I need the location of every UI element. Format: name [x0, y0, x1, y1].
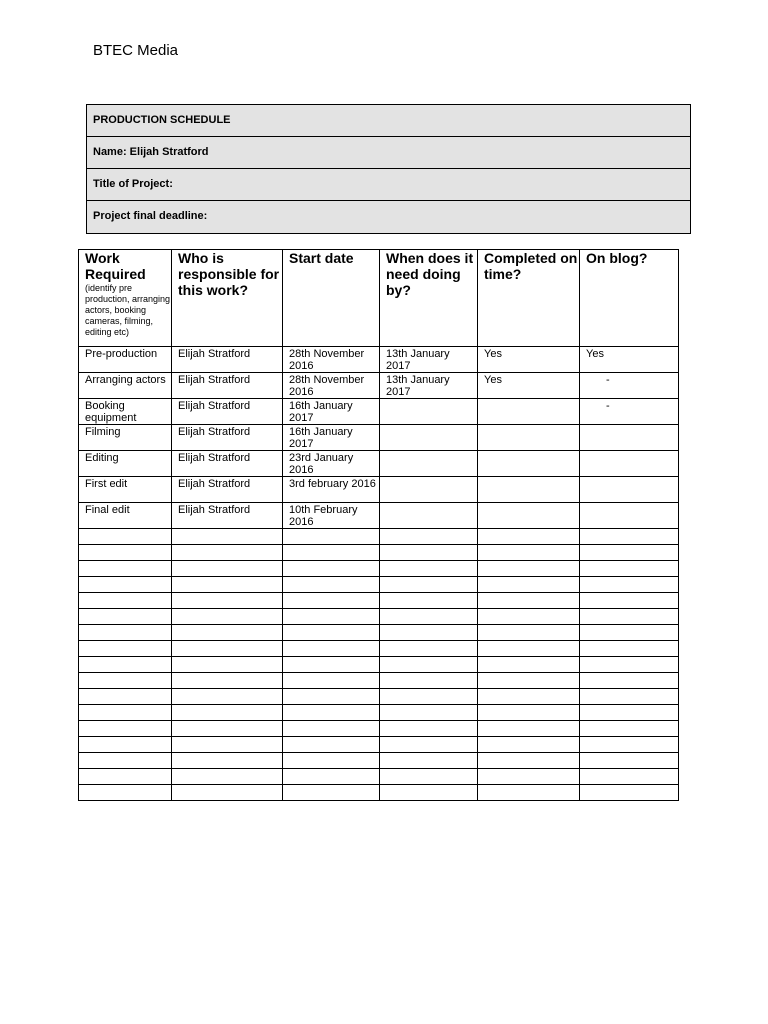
empty-cell — [79, 577, 172, 593]
cell-on-blog: Yes — [580, 347, 679, 373]
empty-cell — [79, 721, 172, 737]
empty-cell — [283, 545, 380, 561]
empty-cell — [79, 609, 172, 625]
empty-cell — [380, 673, 478, 689]
empty-cell — [172, 705, 283, 721]
empty-table-row — [79, 737, 679, 753]
empty-cell — [580, 721, 679, 737]
empty-cell — [79, 769, 172, 785]
empty-cell — [79, 561, 172, 577]
empty-table-row — [79, 769, 679, 785]
empty-cell — [478, 641, 580, 657]
empty-cell — [380, 625, 478, 641]
empty-cell — [580, 689, 679, 705]
cell-start-date: 28th November 2016 — [283, 373, 380, 399]
header-start-date: Start date — [283, 250, 380, 347]
empty-cell — [478, 673, 580, 689]
cell-task: Editing — [79, 451, 172, 477]
empty-cell — [478, 753, 580, 769]
empty-cell — [478, 545, 580, 561]
empty-cell — [172, 577, 283, 593]
empty-cell — [283, 753, 380, 769]
cell-on-blog — [580, 503, 679, 529]
empty-cell — [172, 785, 283, 801]
cell-completed — [478, 399, 580, 425]
cell-completed — [478, 451, 580, 477]
empty-table-row — [79, 625, 679, 641]
project-deadline-field: Project final deadline: — [93, 210, 208, 222]
empty-cell — [380, 609, 478, 625]
table-row — [79, 425, 679, 451]
cell-responsible: Elijah Stratford — [172, 503, 283, 529]
empty-cell — [380, 561, 478, 577]
empty-cell — [380, 737, 478, 753]
cell-start-date: 23rd January 2016 — [283, 451, 380, 477]
empty-cell — [478, 737, 580, 753]
empty-cell — [172, 753, 283, 769]
empty-cell — [79, 785, 172, 801]
header-work-required-note: (identify pre production, arranging actors, booking cameras, filming, editing etc) — [85, 283, 171, 337]
empty-cell — [172, 561, 283, 577]
empty-cell — [380, 657, 478, 673]
empty-cell — [478, 625, 580, 641]
empty-cell — [283, 673, 380, 689]
empty-cell — [172, 673, 283, 689]
empty-cell — [478, 593, 580, 609]
empty-table-row — [79, 673, 679, 689]
header-on-blog: On blog? — [580, 250, 679, 347]
empty-cell — [283, 529, 380, 545]
cell-completed — [478, 477, 580, 503]
cell-completed — [478, 503, 580, 529]
empty-cell — [172, 545, 283, 561]
header-work-required — [79, 250, 172, 347]
empty-cell — [478, 769, 580, 785]
cell-due-date — [380, 425, 478, 451]
empty-cell — [380, 577, 478, 593]
cell-start-date: 10th February 2016 — [283, 503, 380, 529]
empty-cell — [478, 785, 580, 801]
empty-cell — [283, 737, 380, 753]
header-completed: Completed on time? — [478, 250, 580, 347]
empty-table-row — [79, 545, 679, 561]
empty-cell — [380, 785, 478, 801]
empty-table-row — [79, 705, 679, 721]
empty-cell — [172, 657, 283, 673]
cell-on-blog: - — [580, 399, 679, 425]
cell-start-date: 16th January 2017 — [283, 425, 380, 451]
header-work-required-label: Work Required — [85, 250, 146, 282]
empty-table-row — [79, 721, 679, 737]
empty-rows-group — [79, 529, 679, 801]
cell-start-date: 3rd february 2016 — [283, 477, 380, 503]
cell-on-blog — [580, 477, 679, 503]
empty-cell — [283, 769, 380, 785]
empty-table-row — [79, 529, 679, 545]
empty-cell — [380, 769, 478, 785]
empty-table-row — [79, 785, 679, 801]
empty-cell — [580, 577, 679, 593]
empty-cell — [283, 609, 380, 625]
cell-task: Filming — [79, 425, 172, 451]
empty-cell — [580, 529, 679, 545]
empty-cell — [283, 721, 380, 737]
empty-cell — [283, 689, 380, 705]
cell-on-blog — [580, 425, 679, 451]
empty-table-row — [79, 561, 679, 577]
empty-cell — [380, 593, 478, 609]
empty-cell — [380, 529, 478, 545]
cell-task: First edit — [79, 477, 172, 503]
empty-table-row — [79, 657, 679, 673]
empty-cell — [79, 529, 172, 545]
empty-cell — [79, 689, 172, 705]
header-responsible: Who is responsible for this work? — [172, 250, 283, 347]
cell-responsible: Elijah Stratford — [172, 373, 283, 399]
cell-due-date — [380, 399, 478, 425]
empty-cell — [478, 657, 580, 673]
empty-cell — [380, 545, 478, 561]
cell-responsible: Elijah Stratford — [172, 399, 283, 425]
cell-responsible: Elijah Stratford — [172, 347, 283, 373]
empty-cell — [79, 641, 172, 657]
empty-cell — [79, 657, 172, 673]
cell-responsible: Elijah Stratford — [172, 451, 283, 477]
empty-cell — [580, 593, 679, 609]
empty-cell — [79, 625, 172, 641]
header-due-date: When does it need doing by? — [380, 250, 478, 347]
schedule-title: PRODUCTION SCHEDULE — [87, 105, 690, 137]
cell-responsible: Elijah Stratford — [172, 477, 283, 503]
empty-cell — [172, 593, 283, 609]
empty-cell — [580, 737, 679, 753]
empty-cell — [580, 641, 679, 657]
cell-completed: Yes — [478, 347, 580, 373]
empty-cell — [79, 545, 172, 561]
cell-task: Final edit — [79, 503, 172, 529]
empty-cell — [172, 721, 283, 737]
document-header: BTEC Media — [93, 42, 179, 59]
empty-cell — [580, 769, 679, 785]
cell-on-blog: - — [580, 373, 679, 399]
cell-due-date: 13th January 2017 — [380, 347, 478, 373]
empty-cell — [478, 577, 580, 593]
empty-cell — [580, 785, 679, 801]
empty-cell — [172, 737, 283, 753]
empty-cell — [79, 705, 172, 721]
cell-start-date: 16th January 2017 — [283, 399, 380, 425]
empty-table-row — [79, 753, 679, 769]
empty-cell — [283, 625, 380, 641]
empty-cell — [380, 705, 478, 721]
empty-cell — [580, 753, 679, 769]
cell-due-date — [380, 503, 478, 529]
cell-task: Booking equipment — [79, 399, 172, 425]
empty-table-row — [79, 577, 679, 593]
production-schedule-table — [78, 249, 679, 801]
empty-cell — [580, 673, 679, 689]
empty-cell — [478, 609, 580, 625]
empty-cell — [283, 561, 380, 577]
empty-table-row — [79, 689, 679, 705]
empty-cell — [380, 721, 478, 737]
empty-cell — [478, 689, 580, 705]
cell-due-date: 13th January 2017 — [380, 373, 478, 399]
empty-table-row — [79, 641, 679, 657]
empty-cell — [380, 753, 478, 769]
empty-cell — [172, 609, 283, 625]
empty-cell — [478, 705, 580, 721]
empty-cell — [283, 705, 380, 721]
cell-completed — [478, 425, 580, 451]
empty-cell — [172, 529, 283, 545]
empty-cell — [283, 785, 380, 801]
empty-cell — [580, 625, 679, 641]
table-header-row — [79, 250, 679, 347]
empty-table-row — [79, 609, 679, 625]
empty-cell — [380, 689, 478, 705]
empty-cell — [580, 705, 679, 721]
table-row — [79, 503, 679, 529]
empty-cell — [79, 737, 172, 753]
cell-responsible: Elijah Stratford — [172, 425, 283, 451]
empty-cell — [580, 657, 679, 673]
empty-cell — [478, 561, 580, 577]
empty-cell — [283, 577, 380, 593]
empty-cell — [580, 561, 679, 577]
empty-cell — [580, 609, 679, 625]
cell-due-date — [380, 477, 478, 503]
cell-on-blog — [580, 451, 679, 477]
empty-cell — [172, 641, 283, 657]
table-row — [79, 477, 679, 503]
project-title-field: Title of Project: — [87, 169, 690, 201]
empty-cell — [172, 689, 283, 705]
empty-cell — [79, 673, 172, 689]
cell-completed: Yes — [478, 373, 580, 399]
cell-due-date — [380, 451, 478, 477]
name-field: Name: Elijah Stratford — [87, 137, 690, 169]
table-row — [79, 399, 679, 425]
table-row — [79, 347, 679, 373]
cell-task: Pre-production — [79, 347, 172, 373]
empty-cell — [580, 545, 679, 561]
cell-task: Arranging actors — [79, 373, 172, 399]
empty-cell — [478, 721, 580, 737]
empty-table-row — [79, 593, 679, 609]
production-schedule-info-box — [86, 104, 691, 234]
empty-cell — [478, 529, 580, 545]
empty-cell — [172, 769, 283, 785]
empty-cell — [380, 641, 478, 657]
empty-cell — [283, 657, 380, 673]
empty-cell — [283, 641, 380, 657]
table-row — [79, 373, 679, 399]
empty-cell — [172, 625, 283, 641]
empty-cell — [79, 593, 172, 609]
empty-cell — [283, 593, 380, 609]
empty-cell — [79, 753, 172, 769]
table-row — [79, 451, 679, 477]
cell-start-date: 28th November 2016 — [283, 347, 380, 373]
